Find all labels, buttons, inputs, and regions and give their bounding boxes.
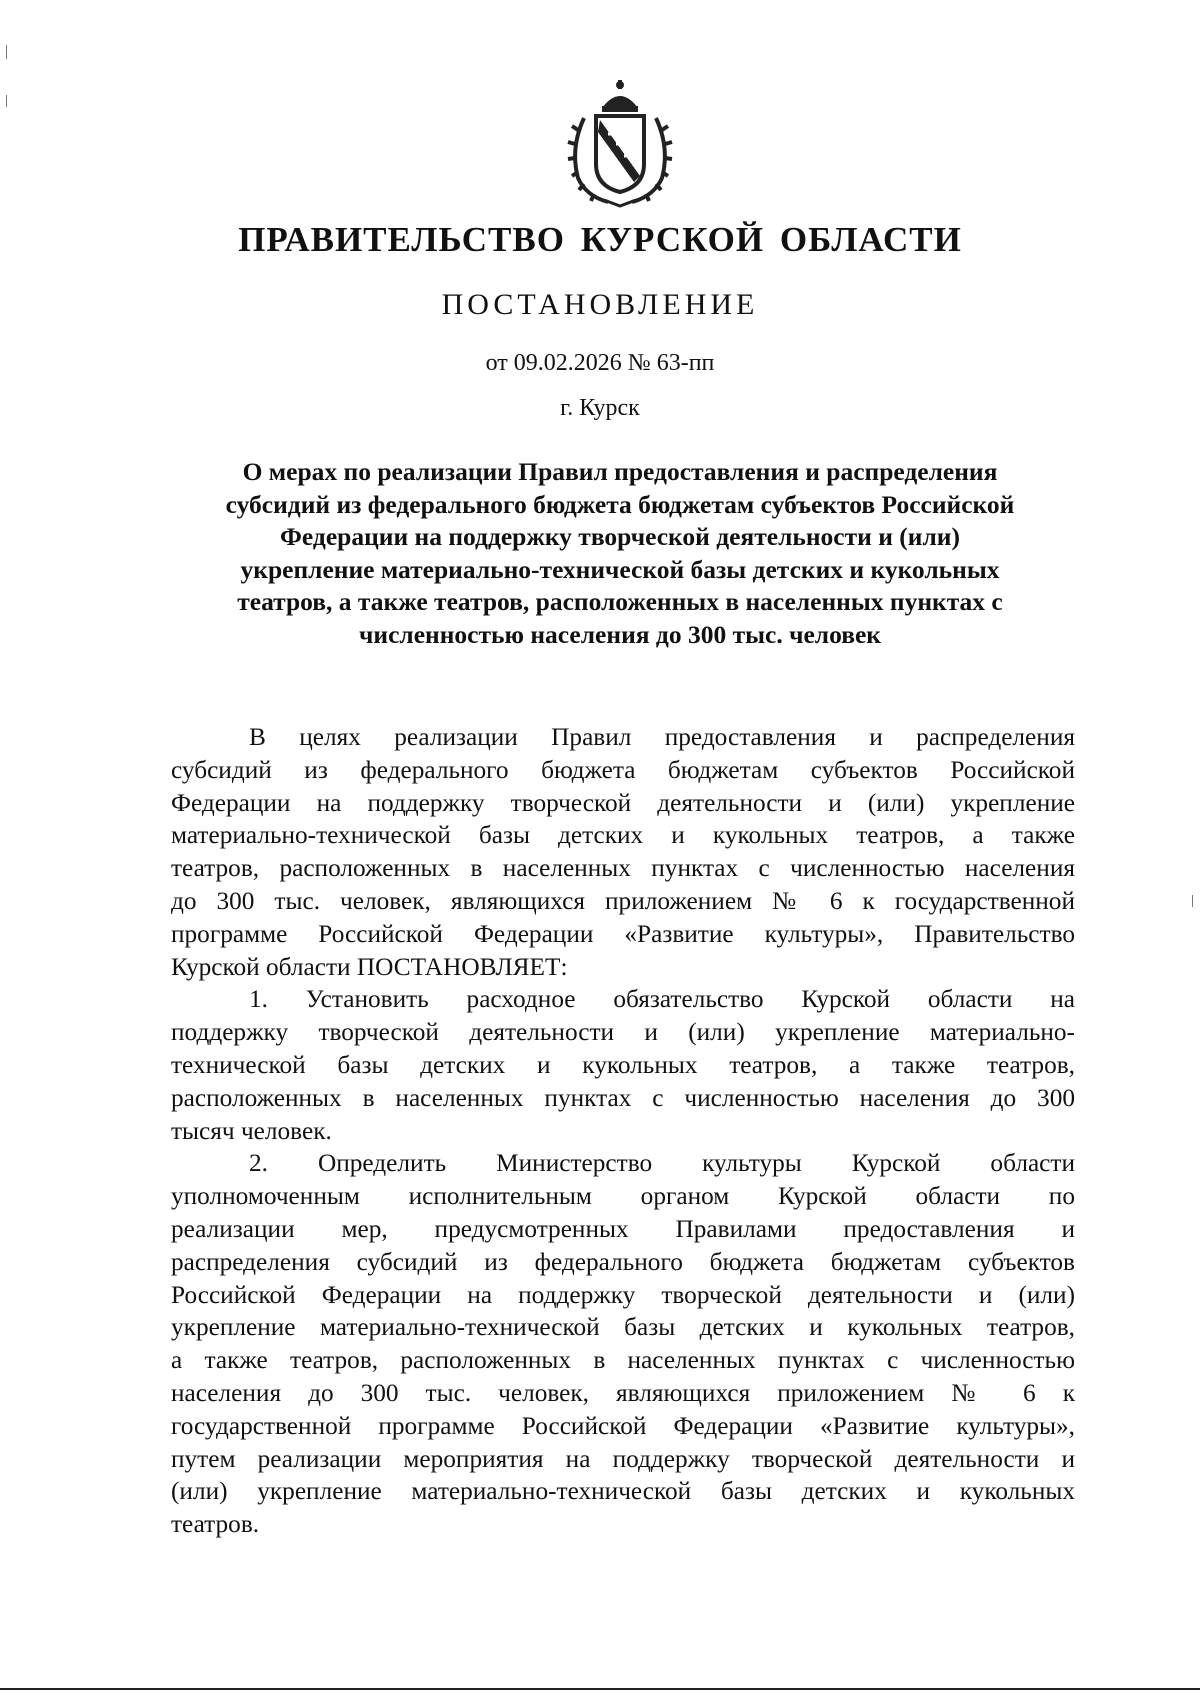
item2-line: 2. Определить Министерство культуры Курской области xyxy=(249,1149,1075,1178)
preamble-line: Федерации на поддержку творческой деятельности и (или) укрепление xyxy=(171,788,1075,817)
scan-artifact xyxy=(6,95,7,107)
subject-line: Федерации на поддержку творческой деятельности и (или) xyxy=(280,522,960,551)
item2-line: населения до 300 тыс. человек, являющихся приложением № 6 к xyxy=(171,1378,1075,1407)
document-subject xyxy=(150,456,1090,651)
item1-line: технической базы детских и кукольных театров, а также театров, xyxy=(171,1050,1075,1079)
item1-line: поддержку творческой деятельности и (или) укрепление материально- xyxy=(171,1018,1075,1047)
scan-artifact xyxy=(6,45,7,59)
preamble-line: Курской области ПОСТАНОВЛЯЕТ: xyxy=(171,952,568,981)
item1-line: 1. Установить расходное обязательство Курской области на xyxy=(249,985,1075,1014)
subject-line: субсидий из федерального бюджета бюджетам субъектов Российской xyxy=(225,489,1015,519)
subject-line: О мерах по реализации Правил предоставления и распределения xyxy=(242,457,998,486)
item1-line: тысяч человек. xyxy=(171,1116,332,1145)
bottom-divider xyxy=(0,1688,1200,1690)
preamble-line: субсидий из федерального бюджета бюджетам субъектов Российской xyxy=(171,755,1075,784)
item2-line: уполномоченным исполнительным органом Курской области по xyxy=(171,1182,1075,1211)
scan-artifact xyxy=(1192,895,1193,907)
item2-line: путем реализации мероприятия на поддержку творческой деятельности и xyxy=(171,1444,1075,1473)
item2-line: распределения субсидий из федерального бюджета бюджетам субъектов xyxy=(171,1247,1075,1276)
preamble-line: материально-технической базы детских и кукольных театров, а также xyxy=(171,821,1075,850)
subject-line: театров, а также театров, расположенных в населенных пунктах с xyxy=(237,587,1003,616)
document-date-number: от 09.02.2026 № 63-пп xyxy=(485,350,715,376)
preamble-line: программе Российской Федерации «Развитие культуры», Правительство xyxy=(171,919,1075,948)
subject-line: укрепление материально-технической базы детских и кукольных xyxy=(240,554,1000,584)
document-city: г. Курск xyxy=(560,395,640,421)
item2-line: укрепление материально-технической базы детских и кукольных театров, xyxy=(171,1313,1075,1342)
document-type: ПОСТАНОВЛЕНИЕ xyxy=(441,288,759,321)
preamble-line: до 300 тыс. человек, являющихся приложением № 6 к государственной xyxy=(171,886,1075,915)
preamble-line: В целях реализации Правил предоставления и распределения xyxy=(249,723,1075,751)
item2-line: реализации мер, предусмотренных Правилами предоставления и xyxy=(171,1214,1075,1243)
subject-line: численностью населения до 300 тыс. человек xyxy=(359,619,881,649)
item2-line: Российской Федерации на поддержку творческой деятельности и (или) xyxy=(171,1280,1075,1309)
item2-line: государственной программе Российской Федерации «Развитие культуры», xyxy=(171,1411,1075,1440)
preamble-line: театров, расположенных в населенных пунктах с численностью населения xyxy=(171,854,1075,883)
item2-line: театров. xyxy=(171,1510,260,1539)
government-title: ПРАВИТЕЛЬСТВО КУРСКОЙ ОБЛАСТИ xyxy=(238,220,962,259)
item2-line: (или) укрепление материально-технической базы детских и кукольных xyxy=(171,1477,1075,1506)
document-body xyxy=(171,721,1075,1541)
item1-line: расположенных в населенных пунктах с численностью населения до 300 xyxy=(171,1083,1075,1112)
item2-line: а также театров, расположенных в населенных пунктах с численностью xyxy=(171,1346,1075,1375)
kursk-coat-of-arms-icon xyxy=(564,78,676,208)
